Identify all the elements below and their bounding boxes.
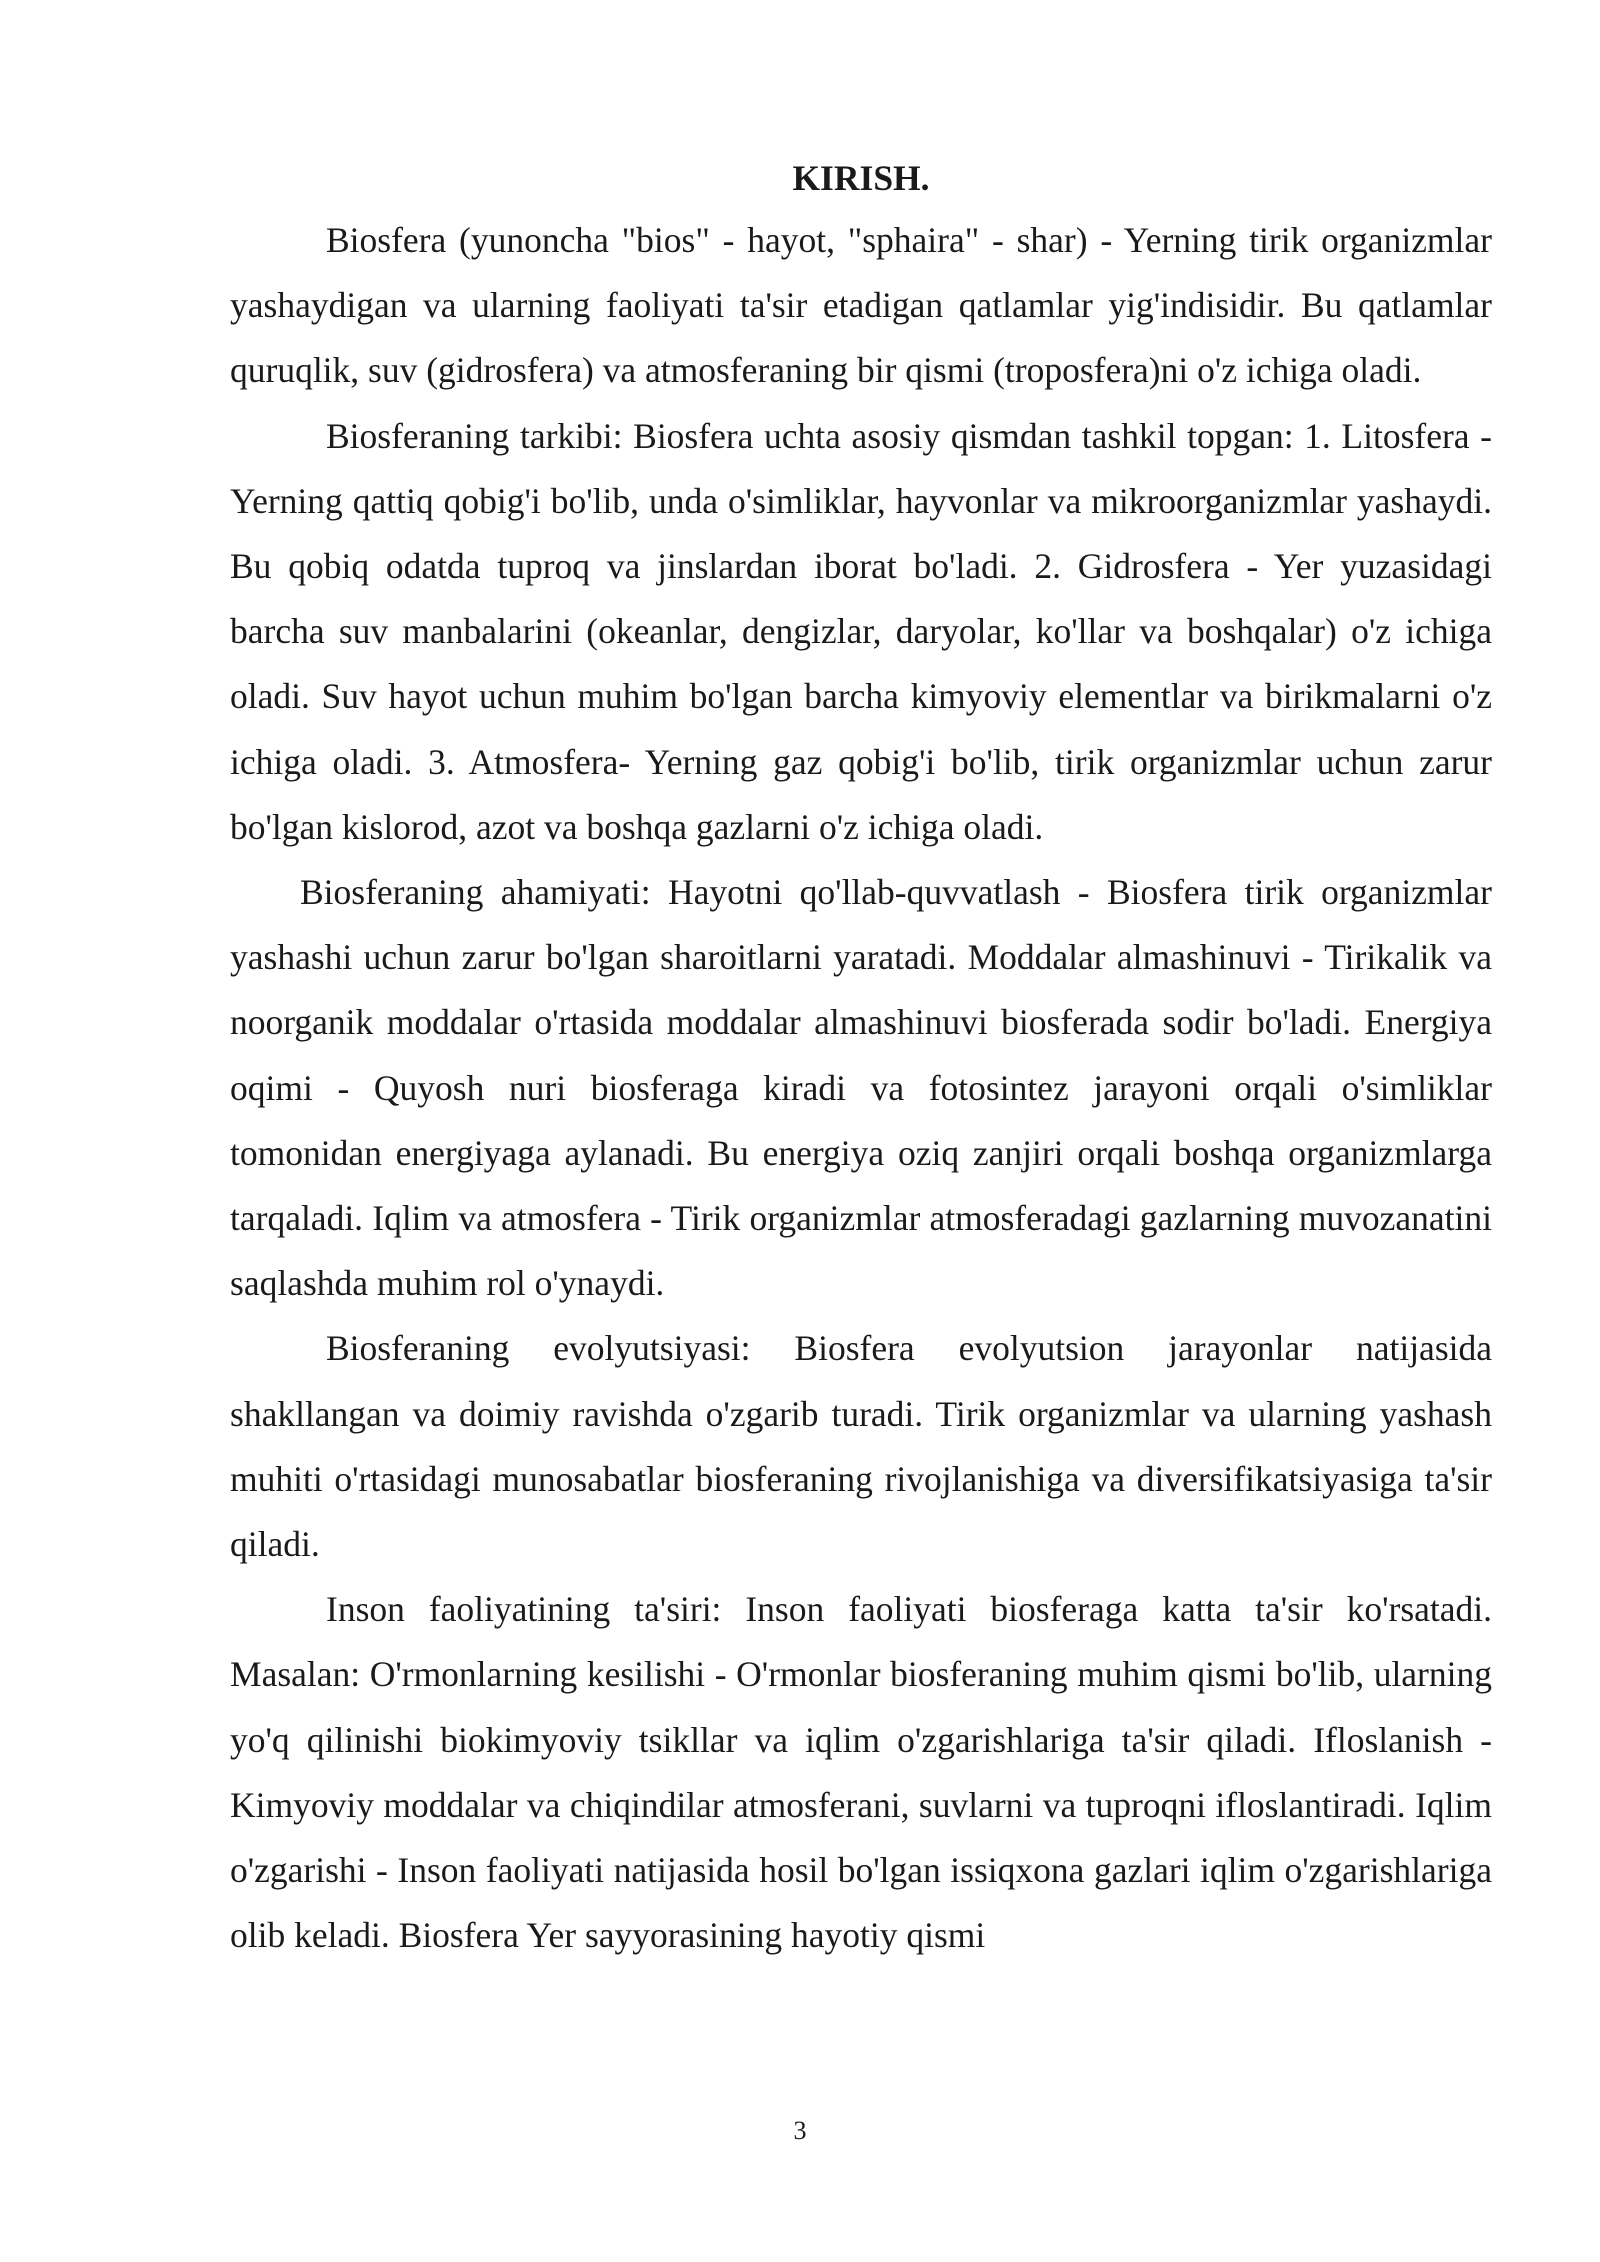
paragraph-human-impact: Inson faoliyatining ta'siri: Inson faoliyati biosferaga katta ta'sir ko'rsatadi. Masalan: O'rmonlarning kesilishi - O'rmonlar biosferaning muhim qismi bo'lib, ularning yo'q qilinishi biokimyoviy tsikllar va iqlim o'zgarishlariga ta'sir qiladi. Ifloslanish - Kimyoviy moddalar va chiqindilar atmosferani, suvlarni va tuproqni ifloslantiradi. Iqlim o'zgarishi - Inson faoliyati natijasida hosil bo'lgan issiqxona gazlari iqlim o'zgarishlariga olib keladi. Biosfera Yer sayyorasining hayotiy qismi	[230, 1589, 1492, 1956]
paragraph-importance: Biosferaning ahamiyati: Hayotni qo'llab-quvvatlash - Biosfera tirik organizmlar yashashi uchun zarur bo'lgan sharoitlarni yaratadi. Moddalar almashinuvi - Tirikalik va noorganik moddalar o'rtasida moddalar almashinuvi biosferada sodir bo'ladi. Energiya oqimi - Quyosh nuri biosferaga kiradi va fotosintez jarayoni orqali o'simliklar tomonidan energiyaga aylanadi. Bu energiya oziq zanjiri orqali boshqa organizmlarga tarqaladi. Iqlim va atmosfera - Tirik organizmlar atmosferadagi gazlarning muvozanatini saqlashda muhim rol o'ynaydi.	[230, 872, 1492, 1304]
paragraph-introduction: Biosfera (yunoncha "bios" - hayot, "sphaira" - shar) - Yerning tirik organizmlar yashaydigan va ularning faoliyati ta'sir etadigan qatlamlar yig'indisidir. Bu qatlamlar quruqlik, suv (gidrosfera) va atmosferaning bir qismi (troposfera)ni o'z ichiga oladi.	[230, 220, 1492, 391]
document-body	[230, 148, 1492, 1968]
paragraph-evolution: Biosferaning evolyutsiyasi: Biosfera evolyutsion jarayonlar natijasida shakllangan va doimiy ravishda o'zgarib turadi. Tirik organizmlar va ularning yashash muhiti o'rtasidagi munosabatlar biosferaning rivojlanishiga va diversifikatsiyasiga ta'sir qiladi.	[230, 1328, 1492, 1565]
page-title: KIRISH.	[792, 158, 930, 198]
paragraph-composition: Biosferaning tarkibi: Biosfera uchta asosiy qismdan tashkil topgan: 1. Litosfera - Yerning qattiq qobig'i bo'lib, unda o'simliklar, hayvonlar va mikroorganizmlar yashaydi. Bu qobiq odatda tuproq va jinslardan iborat bo'ladi. 2. Gidrosfera - Yer yuzasidagi barcha suv manbalarini (okeanlar, dengizlar, daryolar, ko'llar va boshqalar) o'z ichiga oladi. Suv hayot uchun muhim bo'lgan barcha kimyoviy elementlar va birikmalarni o'z ichiga oladi. 3. Atmosfera- Yerning gaz qobig'i bo'lib, tirik organizmlar uchun zarur bo'lgan kislorod, azot va boshqa gazlarni o'z ichiga oladi.	[230, 415, 1492, 847]
page-number: 3	[793, 2116, 807, 2145]
